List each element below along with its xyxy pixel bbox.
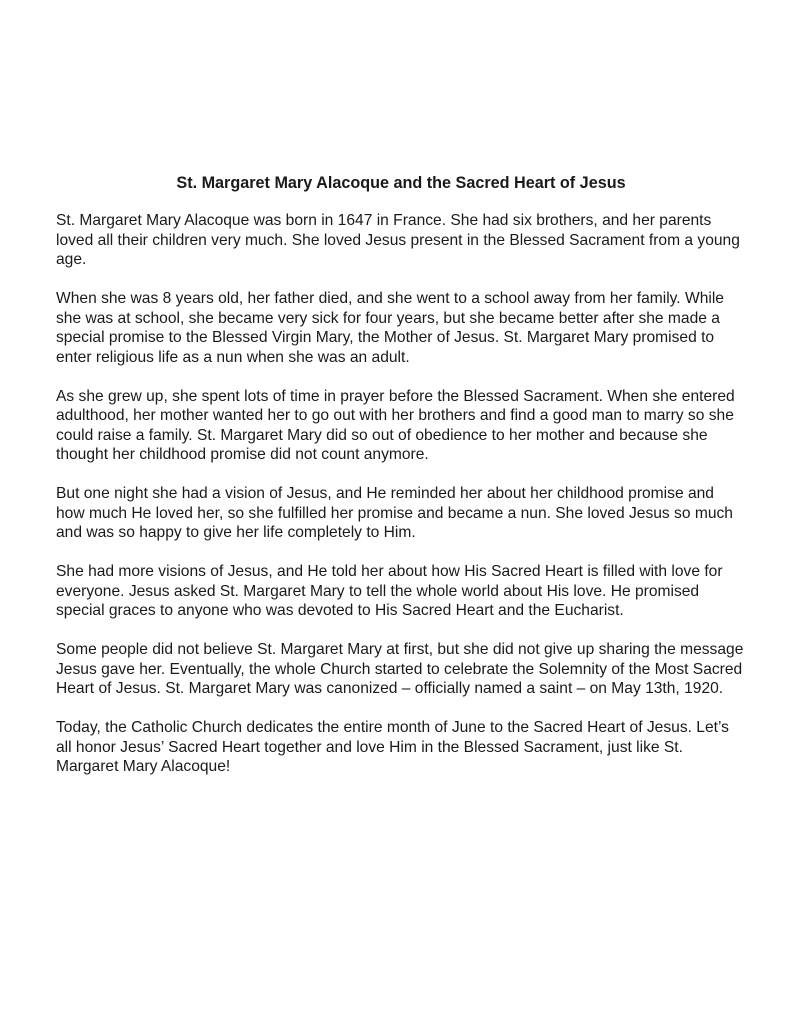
document-content	[56, 172, 746, 796]
paragraph-today: Today, the Catholic Church dedicates the entire month of June to the Sacred Heart of Jesus. Let’s all honor Jesus’ Sacred Heart together and love Him in the Blessed Sacrament, just like St. Margaret Mary Alacoque!	[56, 719, 729, 775]
paragraph-vision: But one night she had a vision of Jesus, and He reminded her about her childhood promise and how much He loved her, so she fulfilled her promise and became a nun. She loved Jesus so much and was so happy to give her life completely to Him.	[56, 485, 733, 541]
paragraph-sacred-heart: She had more visions of Jesus, and He told her about how His Sacred Heart is filled with love for everyone. Jesus asked St. Margaret Mary to tell the whole world about His love. He promised special graces to anyone who was devoted to His Sacred Heart and the Eucharist.	[56, 563, 723, 619]
paragraph-childhood: When she was 8 years old, her father died, and she went to a school away from her family. While she was at school, she became very sick for four years, but she became better after she made a special promise to the Blessed Virgin Mary, the Mother of Jesus. St. Margaret Mary promised to enter religious life as a nun when she was an adult.	[56, 290, 724, 366]
paragraph-adulthood: As she grew up, she spent lots of time in prayer before the Blessed Sacrament. When she entered adulthood, her mother wanted her to go out with her brothers and find a good man to marry so she could raise a family. St. Margaret Mary did so out of obedience to her mother and because she thought her childhood promise did not count anymore.	[56, 387, 735, 463]
paragraph-birth: St. Margaret Mary Alacoque was born in 1647 in France. She had six brothers, and her parents loved all their children very much. She loved Jesus present in the Blessed Sacrament from a young age.	[56, 212, 740, 268]
paragraph-canonization: Some people did not believe St. Margaret Mary at first, but she did not give up sharing the message Jesus gave her. Eventually, the whole Church started to celebrate the Solemnity of the Most Sacred Heart of Jesus. St. Margaret Mary was canonized – officially named a saint – on May 13th, 1920.	[56, 641, 744, 697]
document-title: St. Margaret Mary Alacoque and the Sacred Heart of Jesus	[176, 174, 626, 192]
